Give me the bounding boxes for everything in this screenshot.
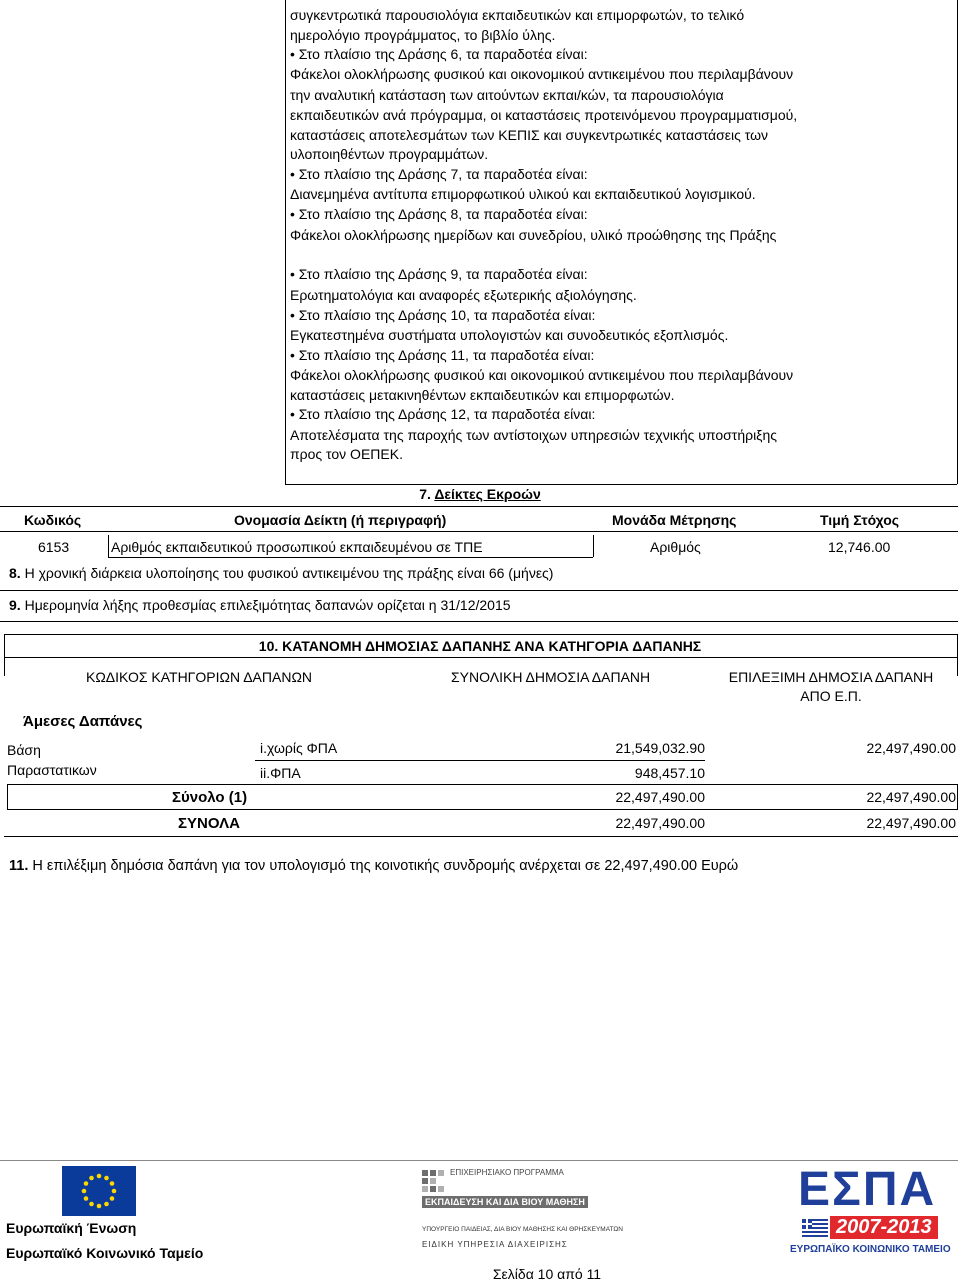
indicator-header-unit: Μονάδα Μέτρησης [612,512,737,528]
espa-years: 2007-2013 [830,1216,938,1239]
section11 [9,858,738,874]
footer-rule [0,1160,958,1161]
programme-line3: ΥΠΟΥΡΓΕΙΟ ΠΑΙΔΕΙΑΣ, ΔΙΑ ΒΙΟΥ ΜΑΘΗΣΗΣ ΚΑΙ ΘΡΗΣΚΕΥΜΑΤΩΝ [422,1226,623,1233]
section9-number: 9. [9,597,21,613]
programme-line2: ΕΚΠΑΙΔΕΥΣΗ ΚΑΙ ΔΙΑ ΒΙΟΥ ΜΑΘΗΣΗ [422,1196,588,1208]
expense-col-total: ΣΥΝΟΛΙΚΗ ΔΗΜΟΣΙΑ ΔΑΠΑΝΗ [451,669,651,685]
base-label [7,740,97,780]
row-i-eligible: 22,497,490.00 [866,740,956,756]
indicator-header-name: Ονομασία Δείκτη (ή περιγραφή) [234,512,447,528]
sum1-eligible: 22,497,490.00 [866,789,956,805]
expense-title-rule [4,657,958,658]
expense-table-title: 10. ΚΑΤΑΝΟΜΗ ΔΗΜΟΣΙΑΣ ΔΑΠΑΝΗΣ ΑΝΑ ΚΑΤΗΓΟΡΙΑ ΔΑΠΑΝΗΣ [258,638,702,654]
deliverable-line: • Στο πλαίσιο της Δράσης 11, τα παραδοτέα είναι: [290,347,595,363]
grand-total: 22,497,490.00 [615,815,705,831]
section7-rule [0,506,958,507]
espa-subtitle: ΕΥΡΩΠΑΪΚΟ ΚΟΙΝΩΝΙΚΟ ΤΑΜΕΙΟ [790,1244,951,1255]
base-label-line2: Παραστατικων [7,762,97,778]
section8-number: 8. [9,565,21,581]
deliverable-line: καταστάσεις αποτελεσμάτων των ΚΕΠΙΣ και συγκεντρωτικές καταστάσεις των [290,127,769,143]
grand-eligible: 22,497,490.00 [866,815,956,831]
deliverable-line: υλοποιηθέντων προγραμμάτων. [290,146,489,162]
deliverable-line: προς τον ΟΕΠΕΚ. [290,446,403,462]
sum1-total: 22,497,490.00 [615,789,705,805]
section8-rule [0,590,958,591]
section9 [9,597,511,613]
row-i-rule [255,760,705,761]
page-number: Σελίδα 10 από 11 [492,1266,602,1282]
row-i-label: i.χωρίς ΦΠΑ [260,740,338,756]
deliverable-line: • Στο πλαίσιο της Δράσης 7, τα παραδοτέα είναι: [290,166,588,182]
section7-heading [0,486,960,502]
base-label-line1: Βάση [7,742,41,758]
deliverable-line: • Στο πλαίσιο της Δράσης 12, τα παραδοτέα είναι: [290,406,596,422]
deliverable-line: Διανεμημένα αντίτυπα επιμορφωτικού υλικού και εκπαιδευτικού λογισμικού. [290,186,756,202]
section7-number: 7. [419,486,431,502]
deliverable-line: συγκεντρωτικά παρουσιολόγια εκπαιδευτικών και επιμορφωτών, το τελικό [290,7,745,23]
indicator-cell-divider [593,535,594,557]
expense-table [4,634,958,837]
indicator-row-rule [108,557,593,558]
eu-label: Ευρωπαϊκή Ένωση [6,1220,137,1236]
deliverable-line: Αποτελέσματα της παροχής των αντίστοιχων υπηρεσιών τεχνικής υποστήριξης [290,427,777,443]
greek-flag-icon [802,1219,828,1237]
expense-col-eligible [706,669,956,704]
deliverable-line: • Στο πλαίσιο της Δράσης 8, τα παραδοτέα είναι: [290,206,588,222]
deliverable-line: • Στο πλαίσιο της Δράσης 6, τα παραδοτέα είναι: [290,46,588,62]
box-left-border [285,0,286,484]
row-i-total: 21,549,032.90 [615,740,705,756]
deliverable-line: Εγκατεστημένα συστήματα υπολογιστών και συνοδευτικός εξοπλισμός. [290,327,729,343]
box-right-border [957,0,958,484]
deliverable-line: ημερολόγιο προγράμματος, το βιβλίο ύλης. [290,27,556,43]
indicator-header-code: Κωδικός [24,512,82,528]
expense-col-code: ΚΩΔΙΚΟΣ ΚΑΤΗΓΟΡΙΩΝ ΔΑΠΑΝΩΝ [86,669,313,685]
expense-table-top [4,634,957,635]
section8-text: Η χρονική διάρκεια υλοποίησης του φυσικού αντικειμένου της πράξης είναι 66 (μήνες) [24,565,554,581]
indicator-target: 12,746.00 [828,539,891,555]
section9-text: Ημερομηνία λήξης προθεσμίας επιλεξιμότητας δαπανών ορίζεται η 31/12/2015 [24,597,511,613]
programme-line1: ΕΠΙΧΕΙΡΗΣΙΑΚΟ ΠΡΟΓΡΑΜΜΑ [450,1168,564,1177]
deliverable-line: καταστάσεις μετακινηθέντων εκπαιδευτικών και επιμορφωτών. [290,387,675,403]
section9-rule [0,621,958,622]
expense-col-eligible-line2: ΑΠΟ Ε.Π. [800,688,862,704]
row-ii-label: ii.ΦΠΑ [260,765,301,781]
sum1-bottom-rule [7,809,958,810]
box-bottom-border [285,484,957,485]
deliverable-line: Φάκελοι ολοκλήρωσης φυσικού και οικονομικού αντικειμένου που περιλαμβάνουν [290,66,794,82]
deliverable-line: • Στο πλαίσιο της Δράσης 9, τα παραδοτέα είναι: [290,266,588,282]
indicator-name: Αριθμός εκπαιδευτικού προσωπικού εκπαιδευμένου σε ΤΠΕ [111,539,483,555]
esf-label: Ευρωπαϊκό Κοινωνικό Ταμείο [6,1245,204,1261]
deliverable-line: την αναλυτική κατάσταση των αιτούντων εκπαι/κών, τα παρουσιολόγια [290,87,724,103]
espa-logo-title: ΕΣΠΑ [798,1163,937,1216]
programme-line4: ΕΙΔΙΚΗ ΥΠΗΡΕΣΙΑ ΔΙΑΧΕΙΡΙΣΗΣ [422,1240,568,1249]
indicator-header-target: Τιμή Στόχος [820,512,900,528]
sum1-label: Σύνολο (1) [172,789,248,806]
deliverable-line: Φάκελοι ολοκλήρωσης φυσικού και οικονομικού αντικειμένου που περιλαμβάνουν [290,367,794,383]
section8 [9,565,553,581]
indicator-unit: Αριθμός [650,539,701,555]
section11-text: Η επιλέξιμη δημόσια δαπάνη για τον υπολογισμό της κοινοτικής συνδρομής ανέρχεται σε 22,497,490.00 Ευρώ [32,858,739,874]
sum1-right-rule [957,784,958,809]
grand-total-rule [4,836,958,837]
indicator-cell-divider [108,535,109,557]
row-ii-total: 948,457.10 [634,765,705,781]
eu-flag-icon [62,1166,136,1216]
deliverable-line: Ερωτηματολόγια και αναφορές εξωτερικής αξιολόγησης. [290,287,637,303]
grand-total-label: ΣΥΝΟΛΑ [178,815,240,832]
sum1-top-rule [7,784,958,785]
sum1-left-rule [7,784,8,809]
deliverable-line: • Στο πλαίσιο της Δράσης 10, τα παραδοτέα είναι: [290,307,596,323]
expense-col-eligible-line1: ΕΠΙΛΕΞΙΜΗ ΔΗΜΟΣΙΑ ΔΑΠΑΝΗ [728,669,934,685]
indicator-code: 6153 [38,539,70,555]
section11-number: 11. [9,858,29,874]
deliverable-line: εκπαιδευτικών ανά πρόγραμμα, οι καταστάσεις προτεινόμενου προγραμματισμού, [290,107,798,123]
direct-costs-label: Άμεσες Δαπάνες [23,713,143,730]
indicator-header-rule [0,531,958,532]
section7-title: Δείκτες Εκροών [434,486,541,502]
deliverable-line: Φάκελοι ολοκλήρωσης ημερίδων και συνεδρίου, υλικό προώθησης της Πράξης [290,227,777,243]
